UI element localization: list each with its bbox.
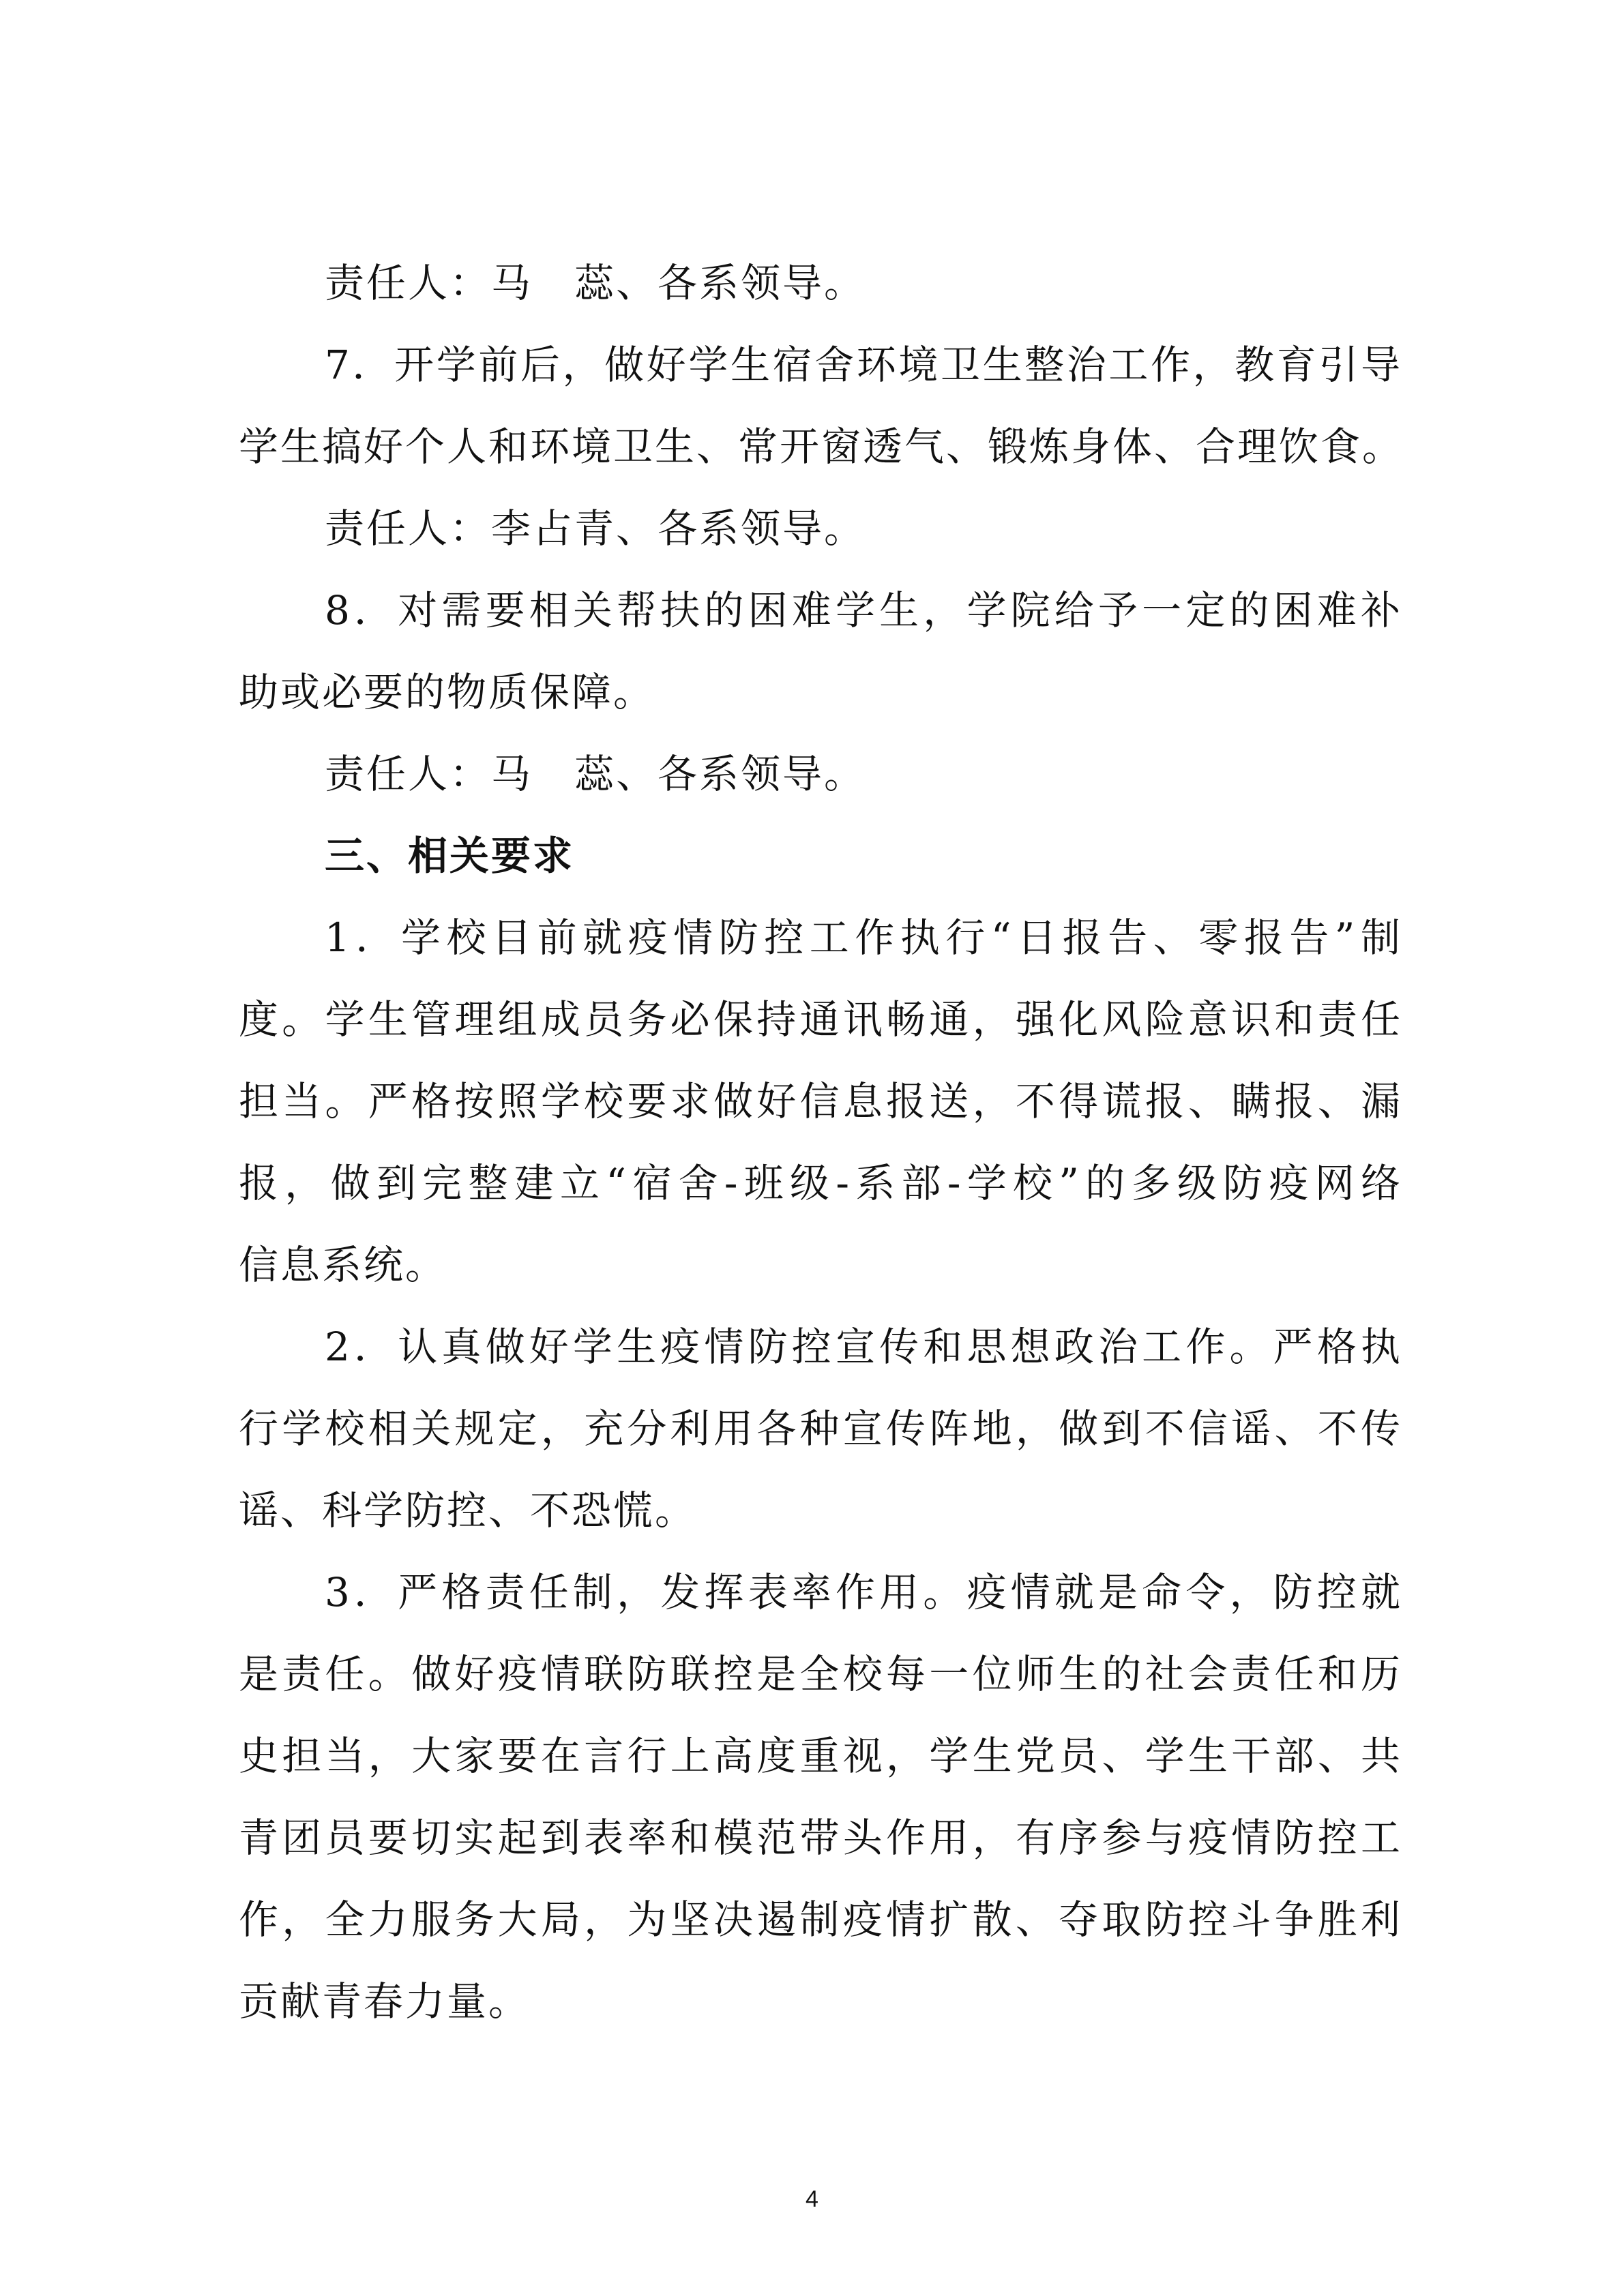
responsible-line: 责任人：马 蕊、各系领导。 (325, 751, 866, 797)
requirement-1-line-5: 信息系统。 (239, 1242, 447, 1288)
page-number: 4 (806, 2186, 818, 2212)
requirement-2-line-1: 2．认真做好学生疫情防控宣传和思想政治工作。严格执 (325, 1324, 1402, 1370)
requirement-1-line-3: 担当。严格按照学校要求做好信息报送，不得谎报、瞒报、漏 (239, 1078, 1402, 1124)
requirement-3-line-5: 作，全力服务大局，为坚决遏制疫情扩散、夺取防控斗争胜利 (239, 1896, 1402, 1943)
requirement-1-line-2: 度。学生管理组成员务必保持通讯畅通，强化风险意识和责任 (239, 996, 1402, 1043)
requirement-2-line-3: 谣、科学防控、不恐慌。 (239, 1487, 697, 1534)
responsible-line: 责任人：李占青、各系领导。 (325, 505, 866, 552)
item-7-line-2: 学生搞好个人和环境卫生、常开窗透气、锻炼身体、合理饮食。 (239, 423, 1404, 470)
requirement-2-line-2: 行学校相关规定，充分利用各种宣传阵地，做到不信谣、不传 (239, 1405, 1402, 1452)
section-heading: 三、相关要求 (325, 833, 575, 879)
responsible-line: 责任人：马 蕊、各系领导。 (325, 260, 866, 306)
requirement-1-line-1: 1．学校目前就疫情防控工作执行“日报告、零报告”制 (325, 914, 1402, 961)
requirement-3-line-2: 是责任。做好疫情联防联控是全校每一位师生的社会责任和历 (239, 1651, 1402, 1697)
requirement-3-line-1: 3．严格责任制，发挥表率作用。疫情就是命令，防控就 (325, 1569, 1402, 1615)
requirement-1-line-4: 报，做到完整建立“宿舍-班级-系部-学校”的多级防疫网络 (239, 1160, 1402, 1206)
requirement-3-line-4: 青团员要切实起到表率和模范带头作用，有序参与疫情防控工 (239, 1815, 1402, 1861)
item-7-line-1: 7．开学前后，做好学生宿舍环境卫生整治工作，教育引导 (325, 342, 1402, 388)
item-8-line-2: 助或必要的物质保障。 (239, 669, 655, 715)
requirement-3-line-3: 史担当，大家要在言行上高度重视，学生党员、学生干部、共 (239, 1733, 1402, 1779)
requirement-3-line-6: 贡献青春力量。 (239, 1978, 531, 2025)
item-8-line-1: 8．对需要相关帮扶的困难学生，学院给予一定的困难补 (325, 587, 1402, 633)
